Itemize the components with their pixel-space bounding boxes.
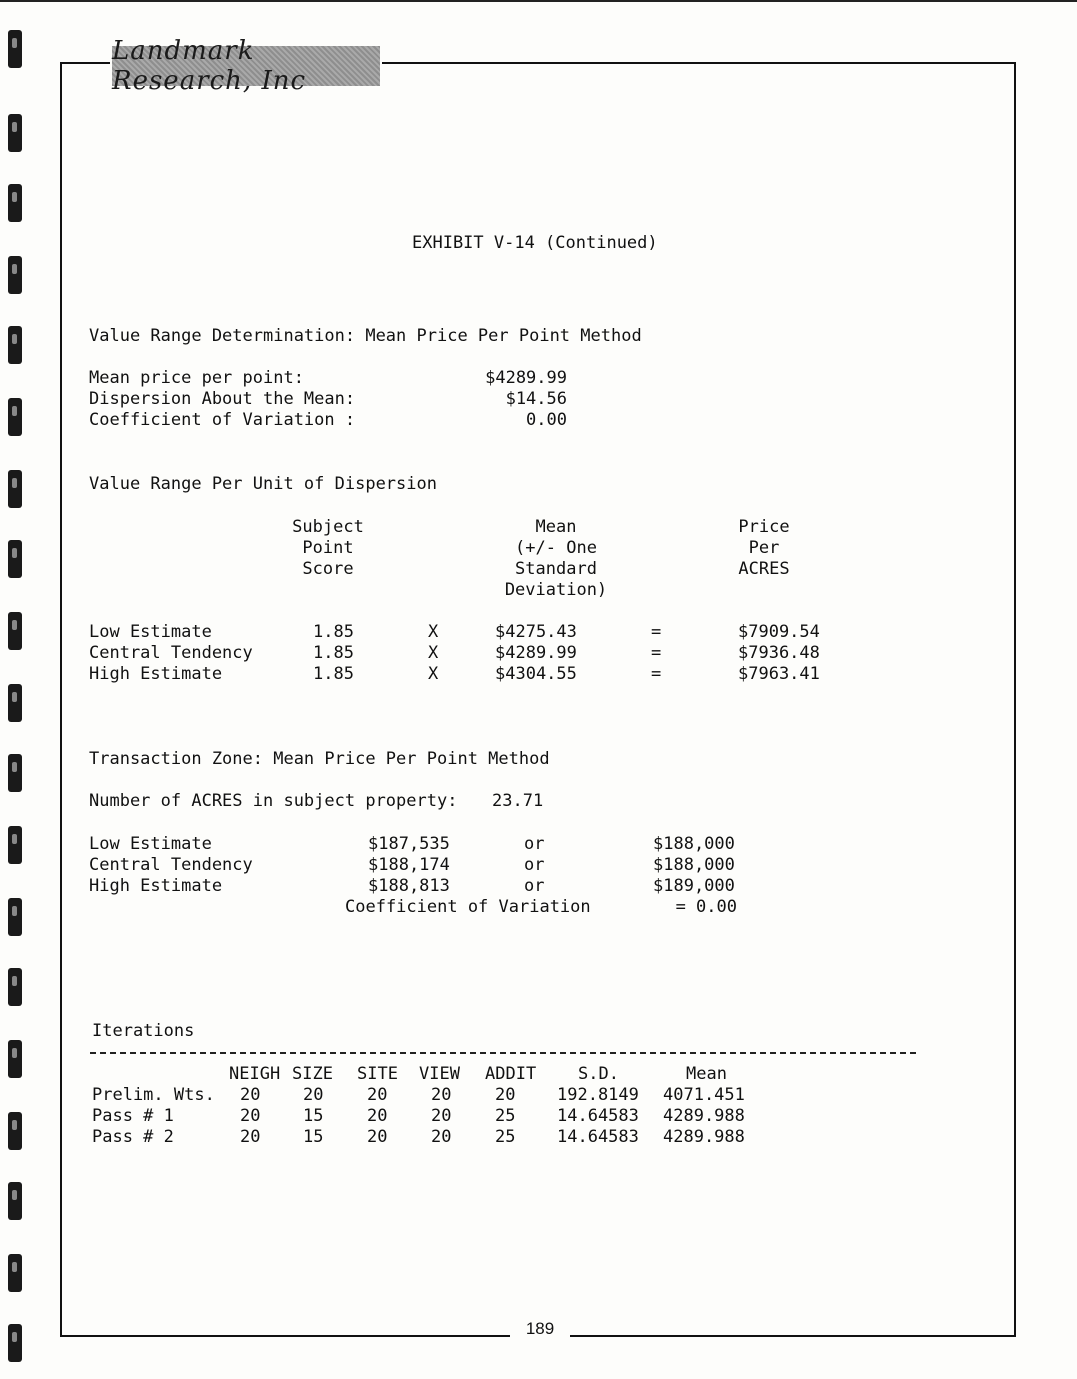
row-score: 1.85 — [313, 643, 354, 663]
row-price: $7963.41 — [738, 664, 820, 684]
cov-label: Coefficient of Variation : — [89, 410, 356, 430]
binding-hole — [8, 470, 22, 508]
row-cell: 20 — [367, 1085, 388, 1105]
column-header: S.D. — [578, 1064, 619, 1084]
row-cell: 25 — [495, 1127, 516, 1147]
row-cell: 25 — [495, 1106, 516, 1126]
row-label: High Estimate — [89, 876, 223, 896]
row-mean: $4275.43 — [495, 622, 577, 642]
section3-heading: Transaction Zone: Mean Price Per Point Method — [89, 749, 550, 769]
row-cell: 4289.988 — [663, 1127, 745, 1147]
page-number: 189 — [525, 1319, 555, 1338]
binding-hole — [8, 114, 22, 152]
mean-header-line: Mean — [535, 517, 577, 537]
score-header-line: Point — [302, 538, 354, 558]
row-score: 1.85 — [313, 664, 354, 684]
row-label: Prelim. Wts. — [92, 1085, 215, 1105]
row-label: Low Estimate — [89, 622, 212, 642]
row-cell: 4071.451 — [663, 1085, 745, 1105]
row-cell: 15 — [303, 1106, 324, 1126]
row-cell: 14.64583 — [557, 1127, 639, 1147]
row-label: Central Tendency — [89, 855, 253, 875]
binding-hole — [8, 326, 22, 364]
row-rounded: $188,000 — [653, 855, 735, 875]
price-header-line: Per — [748, 538, 780, 558]
row-price: $7936.48 — [738, 643, 820, 663]
row-label: High Estimate — [89, 664, 223, 684]
binding-hole — [8, 754, 22, 792]
column-header: SITE — [357, 1064, 398, 1084]
price-header-line: Price — [738, 517, 790, 537]
page-top-edge — [0, 0, 1077, 2]
row-label: Central Tendency — [89, 643, 253, 663]
dispersion-label: Dispersion About the Mean: — [89, 389, 356, 409]
row-equals: = — [651, 664, 662, 684]
binding-hole — [8, 1040, 22, 1078]
row-cell: 192.8149 — [557, 1085, 639, 1105]
column-header: VIEW — [419, 1064, 460, 1084]
binding-hole — [8, 540, 22, 578]
frame-top-rule-right — [382, 62, 1014, 64]
mean-header-line: Standard — [515, 559, 597, 579]
binding-holes — [8, 30, 26, 1375]
row-price: $7909.54 — [738, 622, 820, 642]
binding-hole — [8, 398, 22, 436]
row-rounded: $189,000 — [653, 876, 735, 896]
row-cell: 15 — [303, 1127, 324, 1147]
binding-hole — [8, 684, 22, 722]
column-header: SIZE — [292, 1064, 333, 1084]
row-value: $187,535 — [368, 834, 450, 854]
binding-hole — [8, 1254, 22, 1292]
row-cell: 20 — [431, 1127, 452, 1147]
row-cell: 20 — [240, 1127, 261, 1147]
dispersion-value: $14.56 — [505, 389, 567, 409]
iterations-dashed-rule — [90, 1052, 916, 1054]
price-header-line: ACRES — [738, 559, 790, 579]
mean-price-value: $4289.99 — [485, 368, 567, 388]
binding-hole — [8, 968, 22, 1006]
row-value: $188,174 — [368, 855, 450, 875]
row-label: Pass # 2 — [92, 1127, 174, 1147]
binding-hole — [8, 184, 22, 222]
row-mean: $4304.55 — [495, 664, 577, 684]
row-score: 1.85 — [313, 622, 354, 642]
binding-hole — [8, 612, 22, 650]
binding-hole — [8, 898, 22, 936]
section1-heading: Value Range Determination: Mean Price Per Point Method — [89, 326, 642, 346]
iterations-heading: Iterations — [92, 1021, 195, 1041]
transaction-cov-value: = 0.00 — [675, 897, 737, 917]
score-header-line: Score — [302, 559, 354, 579]
score-header-line: Subject — [292, 517, 364, 537]
row-value: $188,813 — [368, 876, 450, 896]
row-cell: 20 — [240, 1106, 261, 1126]
row-cell: 20 — [495, 1085, 516, 1105]
binding-hole — [8, 30, 22, 68]
row-cell: 20 — [431, 1085, 452, 1105]
row-cell: 20 — [303, 1085, 324, 1105]
row-or: or — [524, 834, 545, 854]
row-equals: = — [651, 643, 662, 663]
column-header: NEIGH — [229, 1064, 281, 1084]
column-header: Mean — [686, 1064, 727, 1084]
mean-header-line: (+/- One — [515, 538, 597, 558]
row-rounded: $188,000 — [653, 834, 735, 854]
row-label: Low Estimate — [89, 834, 212, 854]
row-or: or — [524, 876, 545, 896]
row-operator: X — [428, 622, 439, 642]
row-cell: 14.64583 — [557, 1106, 639, 1126]
row-cell: 20 — [240, 1085, 261, 1105]
binding-hole — [8, 1182, 22, 1220]
row-label: Pass # 1 — [92, 1106, 174, 1126]
row-cell: 20 — [367, 1106, 388, 1126]
row-equals: = — [651, 622, 662, 642]
frame-top-rule-left — [60, 62, 110, 64]
row-cell: 20 — [431, 1106, 452, 1126]
column-header: ADDIT — [485, 1064, 537, 1084]
row-or: or — [524, 855, 545, 875]
mean-header-line: Deviation) — [504, 580, 608, 600]
acres-label: Number of ACRES in subject property: — [89, 791, 458, 811]
row-cell: 4289.988 — [663, 1106, 745, 1126]
row-mean: $4289.99 — [495, 643, 577, 663]
section2-heading: Value Range Per Unit of Dispersion — [89, 474, 437, 494]
acres-value: 23.71 — [492, 791, 544, 811]
cov-value: 0.00 — [526, 410, 567, 430]
row-operator: X — [428, 643, 439, 663]
binding-hole — [8, 256, 22, 294]
binding-hole — [8, 1324, 22, 1362]
binding-hole — [8, 1112, 22, 1150]
exhibit-title: EXHIBIT V-14 (Continued) — [412, 233, 658, 253]
transaction-cov-label: Coefficient of Variation — [345, 897, 591, 917]
mean-price-label: Mean price per point: — [89, 368, 304, 388]
row-operator: X — [428, 664, 439, 684]
row-cell: 20 — [367, 1127, 388, 1147]
binding-hole — [8, 826, 22, 864]
company-logo: Landmark Research, Inc — [112, 46, 380, 86]
